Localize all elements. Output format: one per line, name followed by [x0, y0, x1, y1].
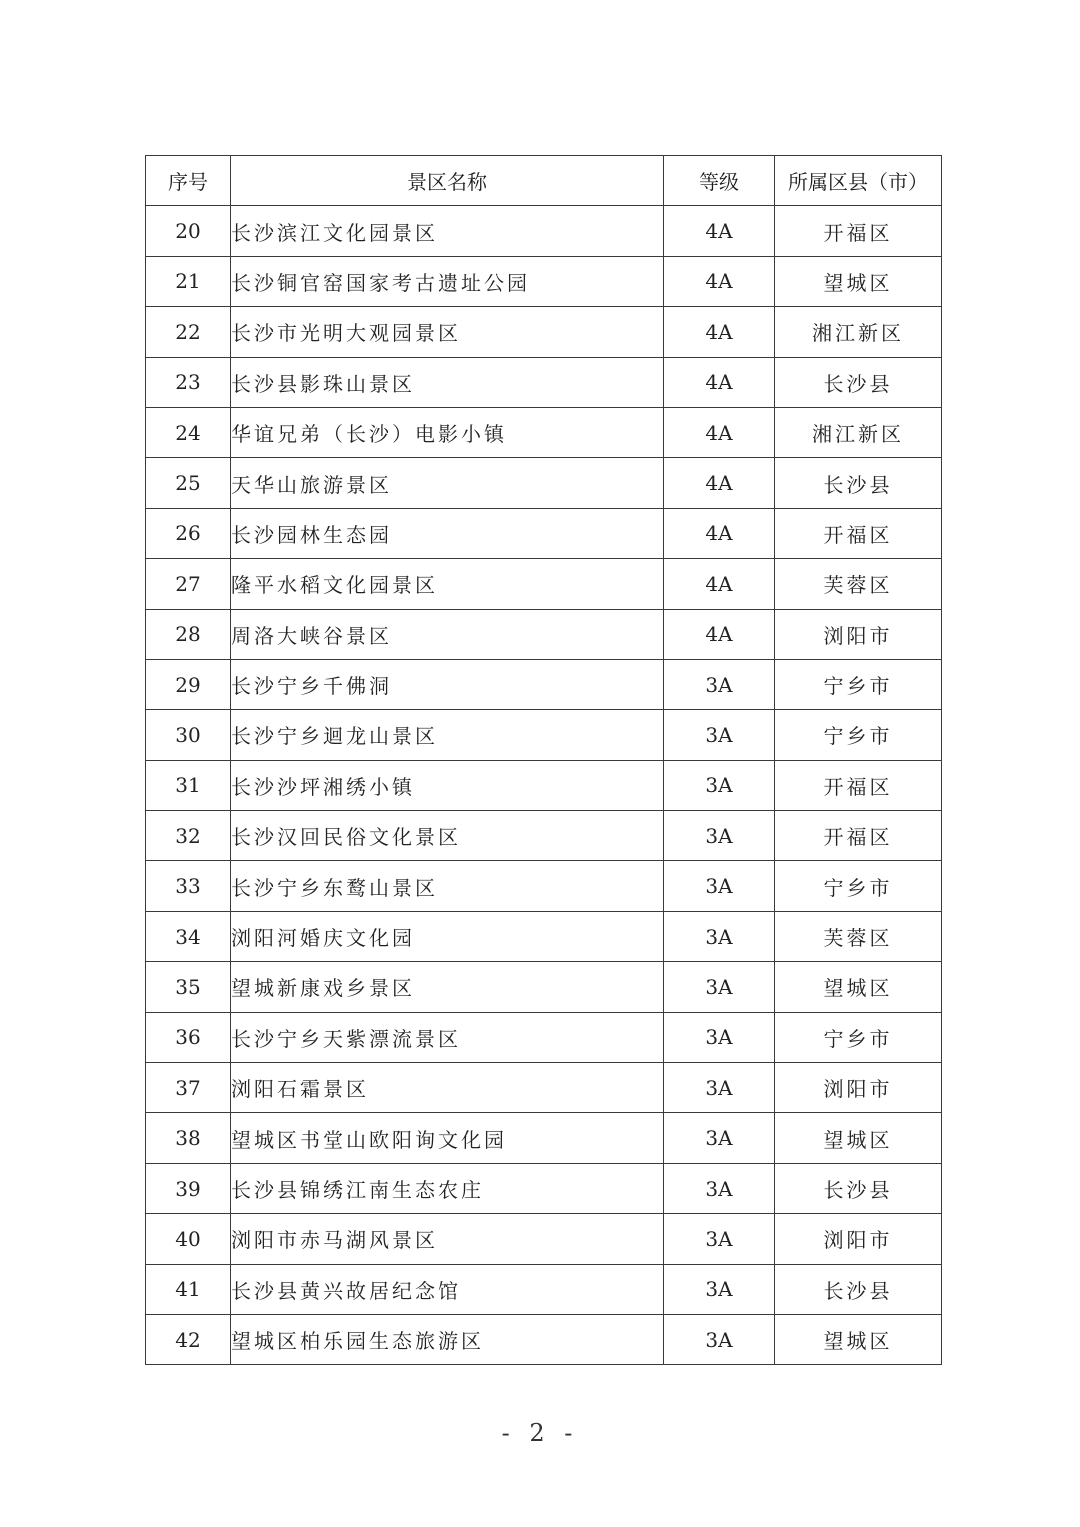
scenic-area-name: 浏阳石霜景区 [231, 1063, 664, 1113]
table-header-row [146, 156, 942, 206]
scenic-area-district: 芙蓉区 [775, 911, 942, 961]
scenic-area-name: 华谊兄弟（长沙）电影小镇 [231, 407, 664, 457]
scenic-area-name: 浏阳河婚庆文化园 [231, 911, 664, 961]
scenic-area-district: 长沙县 [775, 458, 942, 508]
scenic-area-name: 长沙铜官窑国家考古遗址公园 [231, 256, 664, 306]
scenic-area-name: 长沙汉回民俗文化景区 [231, 811, 664, 861]
scenic-area-name: 长沙园林生态园 [231, 508, 664, 558]
scenic-area-grade: 3A [664, 1214, 775, 1264]
row-number: 41 [146, 1264, 231, 1314]
table-row [146, 1012, 942, 1062]
table-row [146, 458, 942, 508]
row-number: 28 [146, 609, 231, 659]
scenic-area-district: 长沙县 [775, 1163, 942, 1213]
table-row [146, 760, 942, 810]
scenic-area-grade: 4A [664, 206, 775, 256]
table-row [146, 1163, 942, 1213]
row-number: 36 [146, 1012, 231, 1062]
scenic-area-grade: 3A [664, 1314, 775, 1364]
scenic-area-grade: 4A [664, 458, 775, 508]
scenic-area-district: 浏阳市 [775, 609, 942, 659]
scenic-area-grade: 3A [664, 760, 775, 810]
scenic-area-district: 宁乡市 [775, 1012, 942, 1062]
table-row [146, 256, 942, 306]
scenic-area-grade: 3A [664, 1163, 775, 1213]
table-row [146, 861, 942, 911]
scenic-area-name: 浏阳市赤马湖风景区 [231, 1214, 664, 1264]
header-no: 序号 [146, 156, 231, 206]
scenic-area-grade: 4A [664, 559, 775, 609]
table-row [146, 1113, 942, 1163]
scenic-area-district: 望城区 [775, 962, 942, 1012]
scenic-area-grade: 3A [664, 811, 775, 861]
scenic-area-grade: 4A [664, 407, 775, 457]
scenic-area-name: 长沙县锦绣江南生态农庄 [231, 1163, 664, 1213]
scenic-area-district: 开福区 [775, 760, 942, 810]
scenic-area-district: 望城区 [775, 256, 942, 306]
scenic-area-grade: 3A [664, 1113, 775, 1163]
row-number: 35 [146, 962, 231, 1012]
table-row [146, 811, 942, 861]
scenic-area-district: 长沙县 [775, 1264, 942, 1314]
scenic-area-name: 望城区书堂山欧阳询文化园 [231, 1113, 664, 1163]
row-number: 37 [146, 1063, 231, 1113]
scenic-area-grade: 4A [664, 357, 775, 407]
scenic-area-district: 湘江新区 [775, 407, 942, 457]
row-number: 22 [146, 307, 231, 357]
table-row [146, 609, 942, 659]
scenic-area-grade: 3A [664, 710, 775, 760]
table-row [146, 407, 942, 457]
table-row [146, 1214, 942, 1264]
scenic-area-grade: 4A [664, 256, 775, 306]
scenic-area-district: 长沙县 [775, 357, 942, 407]
scenic-area-district: 望城区 [775, 1314, 942, 1364]
scenic-area-name: 长沙滨江文化园景区 [231, 206, 664, 256]
scenic-area-district: 浏阳市 [775, 1214, 942, 1264]
scenic-area-district: 宁乡市 [775, 659, 942, 709]
scenic-area-grade: 3A [664, 861, 775, 911]
scenic-area-name: 长沙市光明大观园景区 [231, 307, 664, 357]
scenic-area-name: 长沙宁乡天紫漂流景区 [231, 1012, 664, 1062]
table-row [146, 1063, 942, 1113]
table-row [146, 962, 942, 1012]
table-row [146, 911, 942, 961]
table-body [146, 206, 942, 1365]
scenic-area-name: 长沙县影珠山景区 [231, 357, 664, 407]
header-grade: 等级 [664, 156, 775, 206]
row-number: 23 [146, 357, 231, 407]
row-number: 29 [146, 659, 231, 709]
row-number: 31 [146, 760, 231, 810]
table-row [146, 710, 942, 760]
scenic-area-name: 长沙沙坪湘绣小镇 [231, 760, 664, 810]
row-number: 40 [146, 1214, 231, 1264]
row-number: 20 [146, 206, 231, 256]
table-row [146, 357, 942, 407]
row-number: 39 [146, 1163, 231, 1213]
scenic-area-grade: 3A [664, 1012, 775, 1062]
header-name: 景区名称 [231, 156, 664, 206]
table-row [146, 659, 942, 709]
scenic-area-grade: 3A [664, 962, 775, 1012]
scenic-area-district: 开福区 [775, 508, 942, 558]
page-number: - 2 - [501, 1419, 579, 1447]
scenic-area-grade: 3A [664, 1063, 775, 1113]
scenic-area-name: 望城新康戏乡景区 [231, 962, 664, 1012]
row-number: 32 [146, 811, 231, 861]
row-number: 27 [146, 559, 231, 609]
row-number: 33 [146, 861, 231, 911]
row-number: 30 [146, 710, 231, 760]
scenic-area-district: 望城区 [775, 1113, 942, 1163]
table-row [146, 1264, 942, 1314]
row-number: 24 [146, 407, 231, 457]
scenic-area-grade: 4A [664, 508, 775, 558]
row-number: 42 [146, 1314, 231, 1364]
scenic-area-name: 长沙宁乡东鹜山景区 [231, 861, 664, 911]
row-number: 34 [146, 911, 231, 961]
scenic-area-grade: 3A [664, 1264, 775, 1314]
row-number: 25 [146, 458, 231, 508]
header-district: 所属区县（市） [775, 156, 942, 206]
scenic-area-name: 长沙宁乡迴龙山景区 [231, 710, 664, 760]
table-row [146, 508, 942, 558]
table-row [146, 307, 942, 357]
scenic-area-name: 隆平水稻文化园景区 [231, 559, 664, 609]
table-row [146, 1314, 942, 1364]
row-number: 38 [146, 1113, 231, 1163]
scenic-area-district: 芙蓉区 [775, 559, 942, 609]
scenic-area-grade: 3A [664, 911, 775, 961]
scenic-area-name: 长沙宁乡千佛洞 [231, 659, 664, 709]
scenic-area-grade: 4A [664, 307, 775, 357]
scenic-area-name: 天华山旅游景区 [231, 458, 664, 508]
scenic-area-name: 周洛大峡谷景区 [231, 609, 664, 659]
scenic-area-district: 开福区 [775, 811, 942, 861]
table-row [146, 206, 942, 256]
scenic-area-grade: 3A [664, 659, 775, 709]
table-row [146, 559, 942, 609]
scenic-area-district: 浏阳市 [775, 1063, 942, 1113]
scenic-area-table [145, 155, 942, 1365]
scenic-area-district: 开福区 [775, 206, 942, 256]
row-number: 21 [146, 256, 231, 306]
row-number: 26 [146, 508, 231, 558]
scenic-area-grade: 4A [664, 609, 775, 659]
scenic-area-name: 长沙县黄兴故居纪念馆 [231, 1264, 664, 1314]
scenic-area-district: 湘江新区 [775, 307, 942, 357]
scenic-area-district: 宁乡市 [775, 710, 942, 760]
scenic-area-name: 望城区柏乐园生态旅游区 [231, 1314, 664, 1364]
scenic-area-district: 宁乡市 [775, 861, 942, 911]
